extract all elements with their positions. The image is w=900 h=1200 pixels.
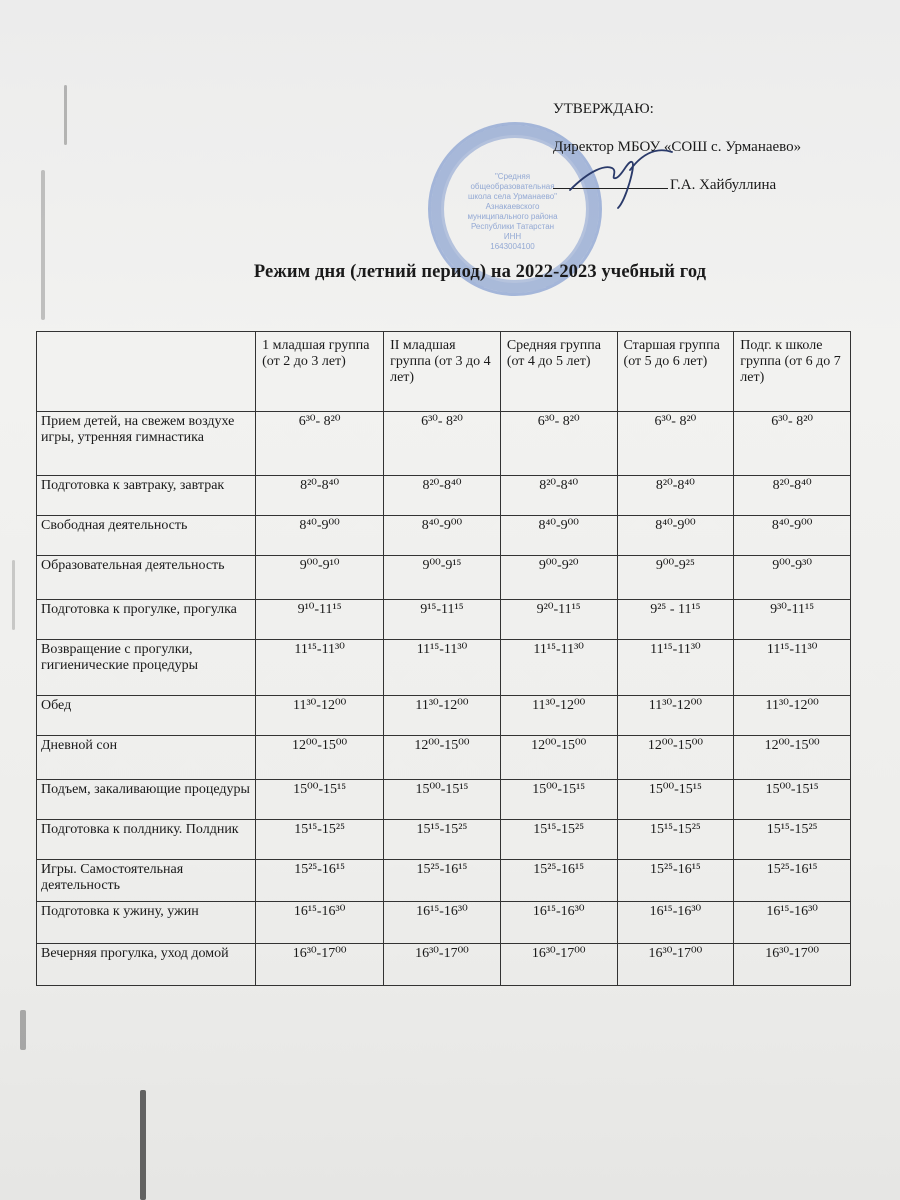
time-cell: 8²⁰-8⁴⁰ [384,476,501,516]
time-cell: 16¹⁵-16³⁰ [500,902,617,944]
time-cell: 16¹⁵-16³⁰ [384,902,501,944]
time-cell: 11¹⁵-11³⁰ [384,640,501,696]
time-cell: 11¹⁵-11³⁰ [617,640,734,696]
activity-label: Образовательная деятельность [37,556,256,600]
time-cell: 6³⁰- 8²⁰ [384,412,501,476]
time-cell: 6³⁰- 8²⁰ [734,412,851,476]
activity-label: Обед [37,696,256,736]
time-cell: 15⁰⁰-15¹⁵ [256,780,384,820]
time-cell: 15⁰⁰-15¹⁵ [734,780,851,820]
time-cell: 8²⁰-8⁴⁰ [734,476,851,516]
time-cell: 9²⁵ - 11¹⁵ [617,600,734,640]
table-row [37,516,851,556]
time-cell: 9³⁰-11¹⁵ [734,600,851,640]
activity-label: Прием детей, на свежем воздухе игры, утренняя гимнастика [37,412,256,476]
time-cell: 15¹⁵-15²⁵ [256,820,384,860]
time-cell: 15²⁵-16¹⁵ [500,860,617,902]
time-cell: 16¹⁵-16³⁰ [734,902,851,944]
time-cell: 12⁰⁰-15⁰⁰ [256,736,384,780]
time-cell: 16¹⁵-16³⁰ [617,902,734,944]
time-cell: 12⁰⁰-15⁰⁰ [500,736,617,780]
table-header-row [37,332,851,412]
scan-mark [41,170,45,320]
approval-name: Г.А. Хайбуллина [670,177,777,193]
time-cell: 16³⁰-17⁰⁰ [384,944,501,986]
time-cell: 12⁰⁰-15⁰⁰ [617,736,734,780]
time-cell: 15¹⁵-15²⁵ [617,820,734,860]
time-cell: 9⁰⁰-9¹⁰ [256,556,384,600]
scan-mark [20,1010,26,1050]
activity-label: Подготовка к полднику. Полдник [37,820,256,860]
time-cell: 15⁰⁰-15¹⁵ [500,780,617,820]
activity-label: Подъем, закаливающие процедуры [37,780,256,820]
table-row [37,780,851,820]
time-cell: 16³⁰-17⁰⁰ [617,944,734,986]
approval-heading: УТВЕРЖДАЮ: [553,101,654,117]
time-cell: 11³⁰-12⁰⁰ [384,696,501,736]
scan-mark [140,1090,146,1200]
time-cell: 15²⁵-16¹⁵ [256,860,384,902]
schedule-table [36,331,851,986]
table-row [37,902,851,944]
time-cell: 15¹⁵-15²⁵ [500,820,617,860]
time-cell: 8²⁰-8⁴⁰ [500,476,617,516]
time-cell: 8²⁰-8⁴⁰ [617,476,734,516]
activity-label: Игры. Самостоятельная деятельность [37,860,256,902]
time-cell: 11¹⁵-11³⁰ [500,640,617,696]
time-cell: 8⁴⁰-9⁰⁰ [384,516,501,556]
time-cell: 8⁴⁰-9⁰⁰ [734,516,851,556]
time-cell: 8⁴⁰-9⁰⁰ [256,516,384,556]
stamp-text: "Средняя общеобразовательная школа села Урманаево" Азнакаевского муниципального района Республики Татарстан ИНН 1643004100 [467,172,558,251]
scan-mark [12,560,15,630]
time-cell: 8⁴⁰-9⁰⁰ [500,516,617,556]
page-title: Режим дня (летний период) на 2022-2023 учебный год [253,262,707,282]
table-row [37,944,851,986]
time-cell: 16³⁰-17⁰⁰ [734,944,851,986]
time-cell: 8²⁰-8⁴⁰ [256,476,384,516]
table-row [37,736,851,780]
table-row [37,696,851,736]
table-row [37,860,851,902]
header-corner-cell [37,332,256,412]
table-row [37,600,851,640]
time-cell: 11³⁰-12⁰⁰ [617,696,734,736]
column-header: Средняя группа (от 4 до 5 лет) [500,332,617,412]
activity-label: Дневной сон [37,736,256,780]
time-cell: 11³⁰-12⁰⁰ [500,696,617,736]
column-header: 1 младшая группа (от 2 до 3 лет) [256,332,384,412]
time-cell: 9⁰⁰-9²⁰ [500,556,617,600]
time-cell: 16³⁰-17⁰⁰ [256,944,384,986]
scan-mark [64,85,67,145]
time-cell: 11¹⁵-11³⁰ [256,640,384,696]
activity-label: Подготовка к прогулке, прогулка [37,600,256,640]
time-cell: 11¹⁵-11³⁰ [734,640,851,696]
column-header: II младшая группа (от 3 до 4 лет) [384,332,501,412]
time-cell: 15⁰⁰-15¹⁵ [384,780,501,820]
activity-label: Возвращение с прогулки, гигиенические процедуры [37,640,256,696]
table-row [37,476,851,516]
activity-label: Свободная деятельность [37,516,256,556]
time-cell: 9¹⁰-11¹⁵ [256,600,384,640]
time-cell: 15⁰⁰-15¹⁵ [617,780,734,820]
time-cell: 11³⁰-12⁰⁰ [256,696,384,736]
time-cell: 15²⁵-16¹⁵ [384,860,501,902]
column-header: Старшая группа (от 5 до 6 лет) [617,332,734,412]
table-row [37,820,851,860]
time-cell: 9²⁰-11¹⁵ [500,600,617,640]
activity-label: Подготовка к ужину, ужин [37,902,256,944]
table-row [37,640,851,696]
time-cell: 9⁰⁰-9²⁵ [617,556,734,600]
time-cell: 16³⁰-17⁰⁰ [500,944,617,986]
column-header: Подг. к школе группа (от 6 до 7 лет) [734,332,851,412]
time-cell: 15²⁵-16¹⁵ [617,860,734,902]
table-row [37,412,851,476]
time-cell: 8⁴⁰-9⁰⁰ [617,516,734,556]
time-cell: 15¹⁵-15²⁵ [384,820,501,860]
time-cell: 12⁰⁰-15⁰⁰ [384,736,501,780]
time-cell: 6³⁰- 8²⁰ [500,412,617,476]
time-cell: 12⁰⁰-15⁰⁰ [734,736,851,780]
time-cell: 15²⁵-16¹⁵ [734,860,851,902]
time-cell: 9¹⁵-11¹⁵ [384,600,501,640]
handwritten-signature [560,140,680,210]
activity-label: Вечерняя прогулка, уход домой [37,944,256,986]
time-cell: 15¹⁵-15²⁵ [734,820,851,860]
time-cell: 16¹⁵-16³⁰ [256,902,384,944]
time-cell: 11³⁰-12⁰⁰ [734,696,851,736]
time-cell: 6³⁰- 8²⁰ [256,412,384,476]
approval-position: Директор МБОУ «СОШ с. Урманаево» [553,139,802,155]
activity-label: Подготовка к завтраку, завтрак [37,476,256,516]
time-cell: 9⁰⁰-9³⁰ [734,556,851,600]
time-cell: 6³⁰- 8²⁰ [617,412,734,476]
table-row [37,556,851,600]
time-cell: 9⁰⁰-9¹⁵ [384,556,501,600]
